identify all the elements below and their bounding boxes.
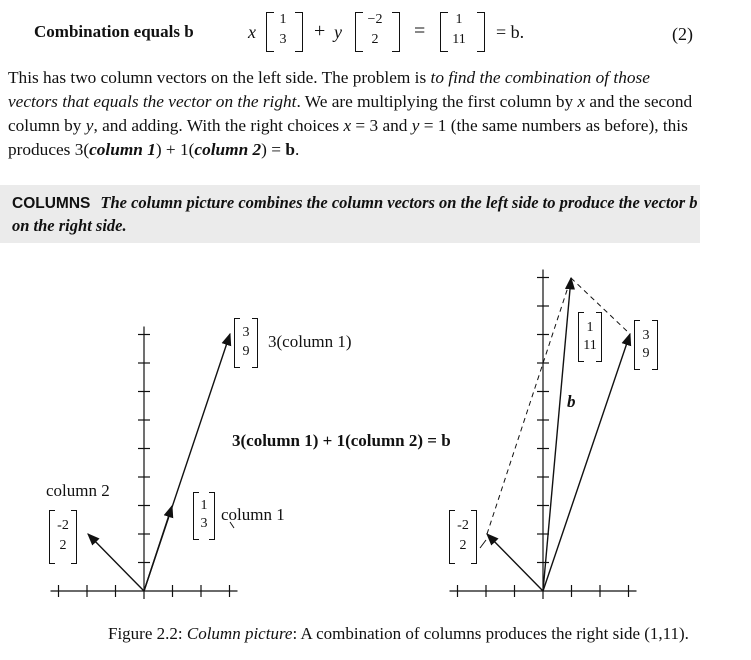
var-y: y — [85, 116, 94, 135]
eq-v3-bottom: 11 — [452, 32, 466, 47]
matrix-bottom: 3 — [200, 516, 208, 531]
matrix-top: 1 — [200, 498, 208, 513]
text-run: = 3 and — [351, 116, 412, 135]
eq-v2-bottom: 2 — [371, 32, 379, 47]
figure-caption — [108, 624, 689, 644]
matrix-bottom: 11 — [583, 338, 597, 353]
caption-title: Column picture — [186, 624, 293, 643]
matrix-top: -2 — [57, 518, 69, 533]
matrix-neg2-2-right — [449, 510, 477, 564]
leader-mark — [480, 540, 486, 548]
var-x: x — [577, 92, 586, 111]
matrix-bottom: 9 — [242, 344, 250, 359]
left-axes — [51, 327, 238, 600]
label-3-column-1: 3(column 1) — [268, 332, 352, 351]
eq-x: x — [248, 22, 256, 42]
label-b: b — [567, 392, 576, 411]
matrix-top: 3 — [642, 328, 650, 343]
eq-v3-top: 1 — [455, 12, 463, 27]
matrix-top: 1 — [586, 320, 594, 335]
caption-prefix: Figure 2.2: — [108, 624, 187, 643]
eq-v1-top: 1 — [279, 12, 287, 27]
callout-body: The column picture combines the column vectors on the left side to produce the vector b on the right side. — [12, 193, 698, 235]
matrix-1-3 — [193, 492, 215, 540]
text-run: . — [294, 140, 300, 159]
column-1-term: column 1 — [89, 140, 156, 159]
var-y: y — [411, 116, 420, 135]
equation-label: Combination equals b — [34, 22, 194, 41]
emphasis: to find the combination of those vectors that equals the vector on the right — [8, 68, 650, 111]
eq-plus: + — [314, 20, 326, 42]
text-run: ) + 1( — [155, 140, 195, 159]
eq-y: y — [334, 22, 342, 42]
vector-3col1-right — [543, 334, 630, 591]
matrix-3-9-left — [234, 318, 258, 368]
column-2-term: column 2 — [194, 140, 262, 159]
eq-rhs: = b. — [496, 22, 525, 42]
text-run: ) = — [261, 140, 286, 159]
equation-number: (2) — [672, 24, 693, 44]
text-run: This has two column vectors on the left side. The problem is — [8, 68, 431, 87]
matrix-neg2-2-left — [49, 510, 77, 564]
vector-b — [543, 278, 571, 591]
eq-v2-top: −2 — [367, 12, 383, 27]
combination-equation: 3(column 1) + 1(column 2) = b — [232, 431, 451, 450]
text-run: , and adding. With the right choices — [93, 116, 344, 135]
matrix-bottom: 2 — [459, 538, 467, 553]
right-axes — [450, 270, 637, 600]
vector-b: b — [285, 140, 295, 159]
text-run: = 1 (the same numbers as before), this produces 3( — [8, 116, 688, 159]
matrix-bottom: 9 — [642, 346, 650, 361]
vector-col2-left — [88, 534, 144, 591]
matrix-bottom: 2 — [59, 538, 67, 553]
dashed-edge — [487, 278, 571, 534]
text-run: and the second column by — [8, 92, 693, 135]
matrix-1-11 — [578, 312, 602, 362]
label-column-2: column 2 — [46, 481, 110, 500]
matrix-3-9-right — [634, 320, 658, 370]
caption-text: : A combination of columns produces the right side (1,11). — [292, 624, 689, 643]
matrix-top: -2 — [457, 518, 469, 533]
callout-heading: COLUMNS — [12, 195, 91, 212]
eq-v1-bottom: 3 — [279, 32, 287, 47]
matrix-top: 3 — [242, 325, 250, 340]
vector-col1-left — [144, 506, 172, 591]
label-column-1: column 1 — [221, 505, 285, 524]
eq-equals: = — [414, 20, 426, 42]
var-x: x — [343, 116, 352, 135]
vector-col2-right — [487, 534, 543, 591]
text-run: . We are multiplying the first column by — [296, 92, 578, 111]
